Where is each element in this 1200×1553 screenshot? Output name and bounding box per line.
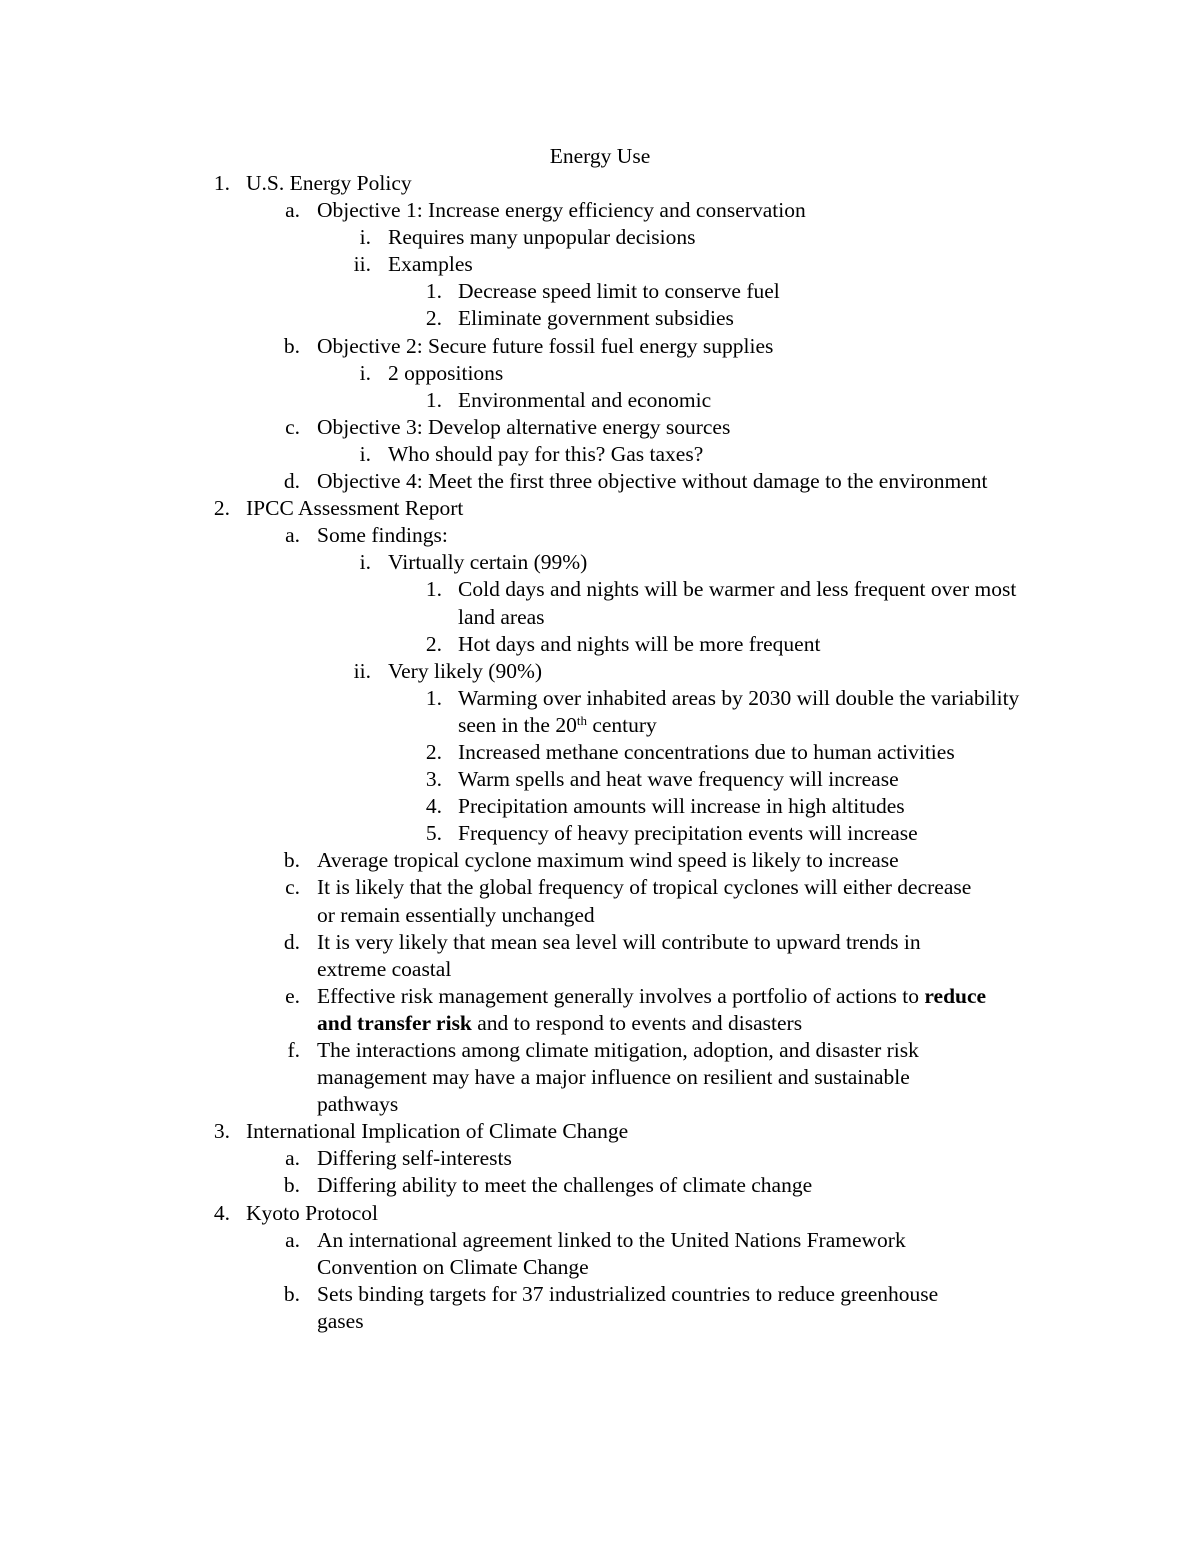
- outline-item: [0, 197, 1200, 224]
- outline-item: [0, 360, 1200, 387]
- outline-item-marker: i.: [359, 441, 371, 466]
- outline-item-text-main: Frequency of heavy precipitation events will increase: [458, 821, 918, 846]
- outline-item-marker: i.: [359, 225, 371, 250]
- outline-item-text: [458, 631, 1025, 658]
- outline-item-text-main: Differing self-interests: [317, 1146, 512, 1171]
- bold-emphasis-text: reduce and transfer risk: [317, 983, 987, 1035]
- outline-item-marker: 1.: [425, 685, 442, 710]
- outline-item-text-main: 2 oppositions: [388, 360, 504, 385]
- outline-item-marker: f.: [287, 1038, 300, 1062]
- outline-item-text-main: Average tropical cyclone maximum wind speed is likely to increase: [317, 848, 899, 873]
- outline-item: [0, 1118, 1200, 1145]
- outline-item: [0, 333, 1200, 360]
- outline-item: [0, 305, 1200, 332]
- outline-item-text: [388, 658, 1020, 685]
- outline-item-text-main: Objective 4: Meet the first three objective without damage to the environment: [317, 469, 988, 494]
- outline-item-text: [388, 549, 1020, 576]
- outline-item-marker: b.: [283, 333, 300, 358]
- outline-item-text: [317, 847, 990, 874]
- outline-item-marker: ii.: [353, 658, 371, 683]
- outline-item-marker: i.: [359, 360, 371, 385]
- outline-item-text: [246, 170, 1050, 197]
- outline-item: [0, 170, 1200, 197]
- outline-item-text-main: It is likely that the global frequency of tropical cyclones will either decrease or remain essentially unchanged: [317, 875, 972, 927]
- outline-item: [0, 739, 1200, 766]
- outline-item: [0, 495, 1200, 522]
- outline-item-text-continued: century: [586, 712, 657, 737]
- outline-item-text: [388, 441, 1020, 468]
- outline-item-marker: ii.: [353, 252, 371, 277]
- outline-item-text: [317, 874, 990, 928]
- outline-item: [0, 1172, 1200, 1199]
- outline-item-text-main: The interactions among climate mitigation, adoption, and disaster risk management may have a major influence on resilient and sustainable pathways: [317, 1038, 919, 1117]
- outline-item-text-main: IPCC Assessment Report: [246, 496, 464, 521]
- outline-item-marker: c.: [285, 414, 300, 439]
- outline-item: [0, 441, 1200, 468]
- outline-item-text: [317, 414, 990, 441]
- outline-item-text: [317, 929, 990, 983]
- outline-item-text: [246, 495, 1050, 522]
- outline-item-text: [388, 360, 1020, 387]
- outline-item-text: [317, 522, 990, 549]
- outline-item-marker: 3.: [213, 1119, 230, 1144]
- outline-item-marker: 2.: [425, 306, 442, 331]
- outline-item-text-main: It is very likely that mean sea level will contribute to upward trends in extreme coastal: [317, 929, 921, 981]
- outline-item-marker: 2.: [425, 631, 442, 656]
- outline-item-text: [458, 739, 1025, 766]
- outline-item-marker: 3.: [425, 767, 442, 792]
- outline-item-text: [317, 1227, 990, 1281]
- outline-item-marker: 2.: [425, 739, 442, 764]
- outline-item-text: [458, 305, 1025, 332]
- outline-item-text: [317, 333, 990, 360]
- outline-item: [0, 1227, 1200, 1281]
- outline-item: [0, 631, 1200, 658]
- outline-item: [0, 1200, 1200, 1227]
- outline-item-text-main: Decrease speed limit to conserve fuel: [458, 279, 780, 304]
- outline-item: [0, 983, 1200, 1037]
- outline-item-text: [458, 685, 1025, 739]
- outline-item-marker: d.: [283, 929, 300, 954]
- outline-item-text-main: Very likely (90%): [388, 658, 543, 683]
- outline-item-text: [458, 793, 1025, 820]
- outline-item-text-main: International Implication of Climate Change: [246, 1119, 629, 1144]
- outline-item-marker: d.: [283, 469, 300, 494]
- outline-item: [0, 522, 1200, 549]
- outline-item-marker: a.: [285, 523, 300, 548]
- outline-item-text: [317, 983, 990, 1037]
- outline-item-text-main: Who should pay for this? Gas taxes?: [388, 441, 704, 466]
- outline-item-text: [246, 1200, 1050, 1227]
- outline-item-text-main: Warming over inhabited areas by 2030 will double the variability seen in the 20: [458, 685, 1020, 737]
- outline-item-text-main: Requires many unpopular decisions: [388, 225, 696, 250]
- outline-item-text-main: Precipitation amounts will increase in high altitudes: [458, 794, 905, 819]
- outline-item-marker: 4.: [213, 1200, 230, 1225]
- outline-item-text: [317, 468, 990, 495]
- outline-item-text-main: Objective 2: Secure future fossil fuel energy supplies: [317, 333, 774, 358]
- outline-item-text-main: Objective 1: Increase energy efficiency and conservation: [317, 198, 806, 223]
- outline-item-text: [458, 278, 1025, 305]
- outline-item-text-main: Some findings:: [317, 523, 448, 548]
- outline-item-text-main: Warm spells and heat wave frequency will increase: [458, 767, 899, 792]
- outline-item-text-main: Differing ability to meet the challenges of climate change: [317, 1173, 813, 1198]
- outline-item-text-main: Hot days and nights will be more frequent: [458, 631, 821, 656]
- outline-item-marker: a.: [285, 1146, 300, 1171]
- outline-item-text: [317, 1172, 990, 1199]
- outline-item-marker: b.: [283, 848, 300, 873]
- outline-item-marker: a.: [285, 198, 300, 223]
- outline-item-marker: 1.: [425, 577, 442, 602]
- outline-item-text-continued: and to respond to events and disasters: [471, 1010, 803, 1035]
- outline-item-text: [388, 224, 1020, 251]
- outline-item-text: [458, 387, 1025, 414]
- outline-item-text-main: Environmental and economic: [458, 387, 712, 412]
- outline-item-text-main: Increased methane concentrations due to human activities: [458, 739, 955, 764]
- outline-item-text: [458, 576, 1025, 630]
- outline-item-text: [458, 766, 1025, 793]
- outline-item-marker: 1.: [425, 387, 442, 412]
- outline-item: [0, 847, 1200, 874]
- outline-item: [0, 874, 1200, 928]
- outline-item-text-main: Virtually certain (99%): [388, 550, 588, 575]
- outline-item-text: [246, 1118, 1050, 1145]
- outline-item-text-main: An international agreement linked to the United Nations Framework Convention on Climate Change: [317, 1227, 906, 1279]
- outline-item-marker: i.: [359, 550, 371, 575]
- outline-item: [0, 820, 1200, 847]
- outline-item: [0, 929, 1200, 983]
- outline-item: [0, 1037, 1200, 1118]
- outline-item-text-main: Examples: [388, 252, 473, 277]
- outline-item-text: [388, 251, 1020, 278]
- outline-item-text-main: Cold days and nights will be warmer and less frequent over most land areas: [458, 577, 1017, 629]
- outline-item-marker: e.: [285, 983, 300, 1008]
- outline-item-text-main: Objective 3: Develop alternative energy sources: [317, 414, 731, 439]
- document-title: Energy Use: [549, 144, 651, 168]
- outline-item-text: [458, 820, 1025, 847]
- outline-item-text-main: Sets binding targets for 37 industrialized countries to reduce greenhouse gases: [317, 1281, 939, 1333]
- outline-item: [0, 793, 1200, 820]
- outline-item: [0, 414, 1200, 441]
- outline-item: [0, 387, 1200, 414]
- outline-item-marker: a.: [285, 1227, 300, 1252]
- outline-item-marker: 4.: [425, 794, 442, 819]
- outline-item-text-main: Kyoto Protocol: [246, 1200, 378, 1225]
- outline-item: [0, 251, 1200, 278]
- outline-item-text: [317, 1281, 990, 1335]
- outline-item: [0, 685, 1200, 739]
- outline-item: [0, 1281, 1200, 1335]
- outline-item: [0, 1145, 1200, 1172]
- outline-item-text: [317, 1145, 990, 1172]
- outline-item: [0, 468, 1200, 495]
- superscript-text: th: [576, 712, 587, 728]
- outline-item-marker: b.: [283, 1281, 300, 1306]
- outline-item-marker: 1.: [425, 279, 442, 304]
- outline-item-text-main: Effective risk management generally involves a portfolio of actions to: [317, 983, 925, 1008]
- outline-item-text-main: Eliminate government subsidies: [458, 306, 734, 331]
- outline-item-text: [317, 1037, 990, 1118]
- outline-list: [0, 170, 1200, 1335]
- outline-item-marker: 1.: [213, 171, 230, 195]
- outline-item: [0, 549, 1200, 576]
- outline-item-marker: 2.: [213, 496, 230, 521]
- outline-item-marker: b.: [283, 1173, 300, 1198]
- outline-item-text-main: U.S. Energy Policy: [246, 171, 412, 195]
- outline-item: [0, 658, 1200, 685]
- outline-item-marker: 5.: [425, 821, 442, 846]
- outline-item-text: [317, 197, 990, 224]
- outline-item: [0, 766, 1200, 793]
- outline-item: [0, 576, 1200, 630]
- outline-item: [0, 278, 1200, 305]
- outline-item: [0, 224, 1200, 251]
- outline-item-marker: c.: [285, 875, 300, 900]
